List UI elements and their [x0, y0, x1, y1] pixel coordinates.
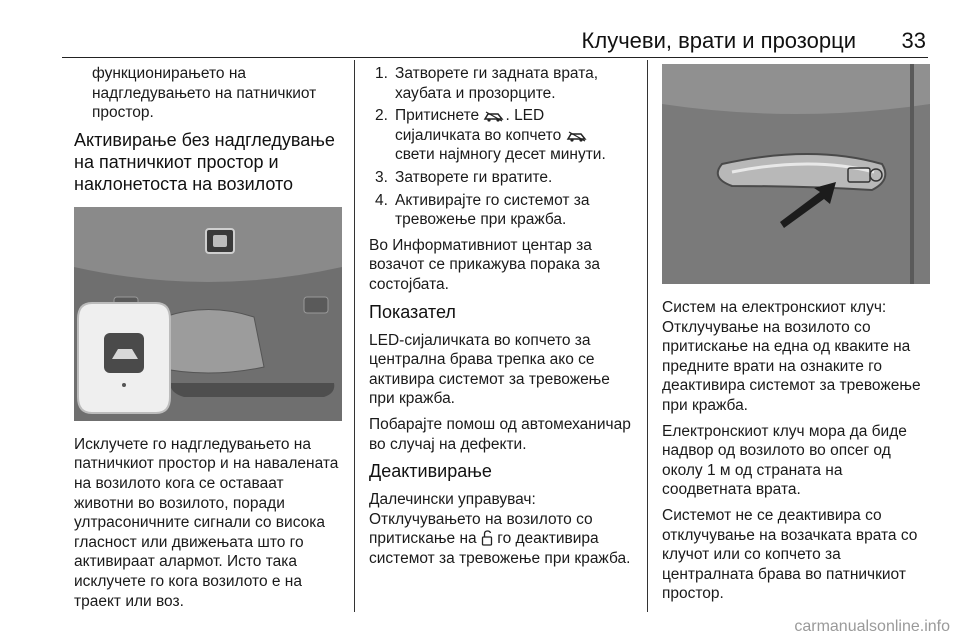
column-middle — [369, 64, 631, 574]
section-heading-indicator: Показател — [369, 301, 456, 322]
step-item: 2. Притиснете . LED сијаличката во копчето свети најмногу десет минути. — [375, 107, 606, 164]
remote-paragraph: Отклучувањето на возилото со притискање на го деактивира системот за тревожење при кражба. — [369, 510, 631, 567]
door-handle-illustration — [662, 64, 930, 284]
door-handle-icon — [662, 64, 930, 284]
step-item: 3. Затворете ги вратите. — [375, 168, 553, 186]
no-deactivation-paragraph: Системот не се деактивира со отклучување на возачката врата со клучот или со копчето за централната брава во патничкиот простор. — [662, 506, 918, 603]
electronic-key-paragraph: Систем на електронскиот клуч: Отклучување на возилото со притискање на една од кваките на предните врати на ознаките го деактивира системот за тревожење при кражба. — [662, 299, 921, 414]
activation-steps-list — [369, 64, 631, 230]
section-heading-activation: Активирање без надгледување на патничкиот простор и наклонетоста на возилото — [74, 129, 335, 194]
key-range-paragraph: Електронскиот клуч мора да биде надвор од возилото во опсег од околу 1 м од страната на соодветната врата. — [662, 422, 907, 499]
page-header — [62, 22, 928, 58]
deactivation-reason-paragraph: Исклучете го надгледувањето на патничкиот простор и на навалената на возилото кога се оставаат животни во возилото, поради ултрасоничните сигнали со висока гласност или движењата што го активираат алармот. Исто така исклучете го кога возилото е на траект или воз. — [74, 435, 339, 610]
step-item: 1. Затворете ги задната врата, хаубата и прозорците. — [375, 65, 599, 102]
intro-paragraph: функционирањето на надгледувањето на патничкиот простор. — [92, 65, 317, 122]
overhead-console-icon — [74, 207, 342, 421]
remote-label: Далечински управувач: — [369, 491, 536, 509]
help-paragraph: Побарајте помош од автомеханичар во случај на дефекти. — [369, 415, 631, 453]
car-alarm-icon — [566, 129, 588, 143]
interior-button-illustration — [74, 207, 342, 421]
info-center-paragraph: Во Информативниот центар за возачот се прикажува порака за состојбата. — [369, 236, 601, 293]
column-divider — [354, 60, 355, 612]
column-right — [662, 64, 930, 610]
section-heading-deactivation: Деактивирање — [369, 461, 492, 482]
watermark: carmanualsonline.info — [794, 618, 950, 635]
header-rule — [62, 57, 928, 58]
column-divider — [647, 60, 648, 612]
car-alarm-icon — [483, 109, 505, 123]
indicator-paragraph: LED-сијаличката во копчето за централна брава трепка ако се активира системот за тревожење при кражба. — [369, 331, 610, 408]
page-title: Клучеви, врати и прозорци — [581, 28, 856, 53]
step-item: 4. Активирајте го системот за тревожење при кражба. — [375, 191, 590, 229]
column-left — [74, 64, 346, 617]
page-number: 33 — [901, 28, 926, 53]
unlock-icon — [481, 530, 493, 546]
